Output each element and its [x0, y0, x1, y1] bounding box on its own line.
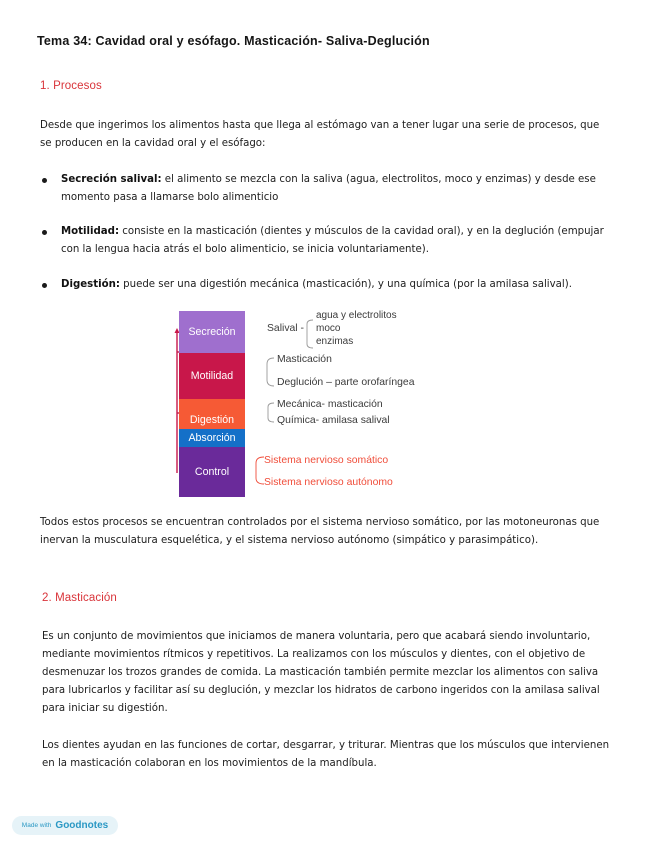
saliva-item: agua y electrolitos [316, 310, 397, 321]
motilidad-item: Deglución – parte orofaríngea [277, 377, 415, 388]
bullet-description: puede ser una digestión mecánica (masticación), y una química (por la amilasa salival). [119, 279, 572, 290]
block-control: Control [179, 447, 245, 497]
made-with-goodnotes-badge [12, 816, 118, 835]
goodnotes-brand: Goodnotes [55, 820, 109, 831]
section-heading-masticacion: 2. Masticación [42, 592, 117, 604]
block-digestion: Digestión [179, 399, 245, 429]
digestion-item: Química- amilasa salival [277, 415, 390, 426]
saliva-label: Salival - [267, 323, 304, 334]
made-with-label: Made with [21, 822, 52, 829]
control-paragraph: Todos estos procesos se encuentran controlados por el sistema nervioso somático, por las motoneuronas que inervan la musculatura esquelética, y el sistema nervioso autónomo (simpático y parasimpático). [40, 517, 600, 546]
control-item: Sistema nervioso autónomo [264, 477, 393, 488]
bullet-secrecion [61, 171, 606, 207]
bullet-digestion [61, 276, 606, 294]
saliva-item: enzimas [316, 336, 354, 347]
bullet-description: el alimento se mezcla con la saliva (agua, electrolitos, moco y enzimas) y desde ese momento pasa a llamarse bolo alimenticio [61, 174, 596, 203]
bullet-term: Digestión: [61, 279, 120, 290]
block-secrecion: Secreción [179, 311, 245, 353]
page-title: Tema 34: Cavidad oral y esófago. Masticación- Saliva-Deglución [37, 34, 430, 48]
bullet-term: Motilidad: [61, 226, 120, 237]
motilidad-item: Masticación [277, 354, 332, 365]
section-heading-procesos: 1. Procesos [40, 80, 102, 92]
bullet-term: Secreción salival: [61, 174, 162, 185]
masticacion-paragraph-2: Los dientes ayudan en las funciones de cortar, desgarrar, y triturar. Mientras que los músculos que intervienen en la masticación colaboran en los movimientos de la mandíbula. [42, 740, 610, 769]
bullet-dot [42, 230, 47, 235]
processes-diagram [170, 308, 470, 500]
bullet-dot [42, 283, 47, 288]
control-item: Sistema nervioso somático [264, 455, 389, 466]
bullet-motilidad [61, 223, 606, 259]
bullet-description: consiste en la masticación (dientes y músculos de la cavidad oral), y en la deglución (empujar con la lengua hacia atrás el bolo alimenticio, se inicia voluntariamente). [61, 226, 604, 255]
intro-paragraph: Desde que ingerimos los alimentos hasta que llega al estómago van a tener lugar una serie de procesos, que se producen en la cavidad oral y el esófago: [40, 120, 600, 149]
block-motilidad: Motilidad [179, 353, 245, 399]
saliva-item: moco [316, 323, 341, 334]
bullet-dot [42, 178, 47, 183]
block-absorcion: Absorción [179, 429, 245, 447]
digestion-item: Mecánica- masticación [277, 399, 383, 410]
masticacion-paragraph-1: Es un conjunto de movimientos que iniciamos de manera voluntaria, pero que acabará siendo involuntario, mediante movimientos rítmicos y repetitivos. La realizamos con los músculos y dientes, con el objetivo de desmenuzar los trozos grandes de comida. La masticación también permite mezclar los alimentos con saliva para lubricarlos y facilitar así su deglución, y mezclar los hidratos de carbono ingeridos con la amilasa salival para iniciar su digestión. [42, 631, 600, 714]
